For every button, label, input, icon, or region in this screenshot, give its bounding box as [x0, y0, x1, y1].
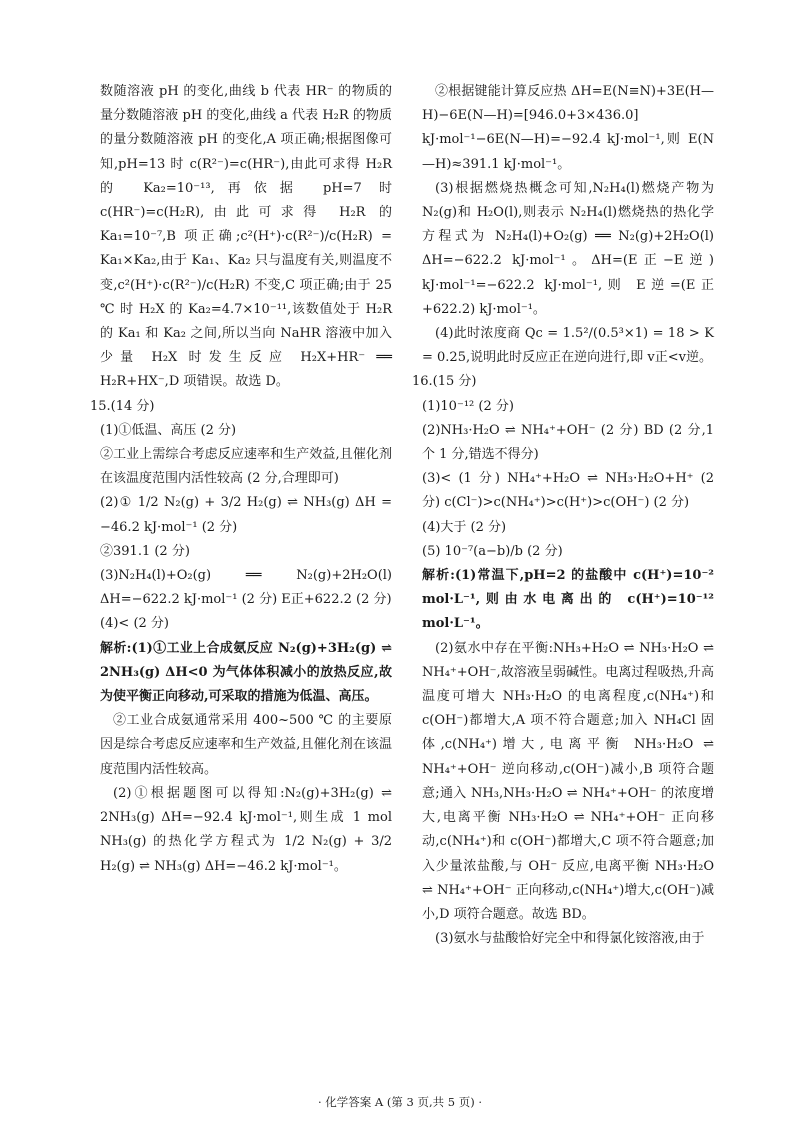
para-right-5: (2)NH₃·H₂O ⇌ NH₄⁺+OH⁻ (2 分) BD (2 分,1 个 1 分,错选不得分) [422, 422, 714, 463]
para-left-4: (2)① 1/2 N₂(g) + 3/2 H₂(g) ⇌ NH₃(g) ΔH = −46.2 kJ·mol⁻¹ (2 分) [100, 495, 392, 535]
para-right-4: (1)10⁻¹² (2 分) [422, 398, 514, 414]
para-left-3: ②工业上需综合考虑反应速率和生产效益,且催化剂在该温度范围内活性较高 (2 分,合理即可) [100, 447, 392, 487]
para-right-10: (2)氨水中存在平衡:NH₃+H₂O ⇌ NH₃·H₂O ⇌ NH₄⁺+OH⁻,故溶液呈弱碱性。电离过程吸热,升高温度可增大 NH₃·H₂O 的电离程度,c(NH₄⁺)和 c(OH⁻)都增大,A 项不符合题意;加入 NH₄Cl 固体,c(NH₄⁺)增大,电离平衡 NH₃·H₂O ⇌ NH₄⁺+OH⁻ 逆向移动,c(OH⁻)减小,B 项符合题意;通入 NH₃,NH₃·H₂O ⇌ NH₄⁺+OH⁻ 的浓度增大,电离平衡 NH₃·H₂O ⇌ NH₄⁺+OH⁻ 正向移动,c(NH₄⁺)和 c(OH⁻)都增大,C 项不符合题意;加入少量浓盐酸,与 OH⁻ 反应,电离平衡 NH₃·H₂O ⇌ NH₄⁺+OH⁻ 正向移动,c(NH₄⁺)增大,c(OH⁻)减小,D 项符合题意。故选 BD。 [422, 640, 714, 922]
right-column [412, 80, 714, 951]
para-left-0: 数随溶液 pH 的变化,曲线 b 代表 HR⁻ 的物质的量分数随溶液 pH 的变化,曲线 a 代表 H₂R 的物质的量分数随溶液 pH 的变化,A 项正确;根据图像可知,pH=13 时 c(R²⁻)=c(HR⁻),由此可求得 H₂R 的 Ka₂=10⁻¹³,再依据 pH=7 时 c(HR⁻)=c(H₂R),由此可求得 H₂R 的 Ka₁=10⁻⁷,B 项正确;c²(H⁺)·c(R²⁻)/c(H₂R) = Ka₁×Ka₂,由于 Ka₁、Ka₂ 只与温度有关,则温度不变,c²(H⁺)·c(R²⁻)/c(H₂R) 不变,C 项正确;由于 25 ℃ 时 H₂X 的 Ka₂=4.7×10⁻¹¹,该数值处于 H₂R 的 Ka₁ 和 Ka₂ 之间,所以当向 NaHR 溶液中加入少量 H₂X 时发生反应 H₂X+HR⁻ ══ H₂R+HX⁻,D 项错误。故选 D。 [100, 84, 392, 390]
analysis-15: 解析:(1)①工业上合成氨反应 N₂(g)+3H₂(g) ⇌ 2NH₃(g) ΔH<0 为气体体积减小的放热反应,故为使平衡正向移动,可采取的措施为低温、高压。 [100, 640, 392, 705]
para-right-2: (4)此时浓度商 Qc = 1.5²/(0.5³×1) = 18 > K = 0.25,说明此时反应正在逆向进行,即 v正<v逆。 [422, 326, 714, 366]
para-left-6: (3)N₂H₄(l)+O₂(g) ══ N₂(g)+2H₂O(l) ΔH=−622.2 kJ·mol⁻¹ (2 分) E正+622.2 (2 分) [100, 568, 392, 608]
para-right-0: ②根据键能计算反应热 ΔH=E(N≡N)+3E(H—H)−6E(N—H)=[946.0+3×436.0] kJ·mol⁻¹−6E(N—H)=−92.4 kJ·mol⁻¹,则 E(N—H)≈391.1 kJ·mol⁻¹。 [422, 84, 714, 172]
para-left-10: (2)①根据题图可以得知:N₂(g)+3H₂(g) ⇌ 2NH₃(g) ΔH=−92.4 kJ·mol⁻¹,则生成 1 mol NH₃(g) 的热化学方程式为 1/2 N₂(g) + 3/2 H₂(g) ⇌ NH₃(g) ΔH=−46.2 kJ·mol⁻¹。 [100, 785, 392, 874]
para-right-11: (3)氨水与盐酸恰好完全中和得氯化铵溶液,由于 [435, 931, 705, 947]
para-right-8: (5) 10⁻⁷(a−b)/b (2 分) [422, 543, 563, 559]
question-15-header: 15.(14 分) [90, 398, 155, 414]
para-right-7: (4)大于 (2 分) [422, 519, 507, 535]
para-left-9: ②工业合成氨通常采用 400~500 ℃ 的主要原因是综合考虑反应速率和生产效益,且催化剂在该温度范围内活性较高。 [100, 713, 392, 777]
left-column [90, 80, 392, 879]
para-left-2: (1)①低温、高压 (2 分) [100, 422, 237, 438]
para-left-7: (4)< (2 分) [100, 616, 169, 632]
analysis-16: 解析:(1)常温下,pH=2 的盐酸中 c(H⁺)=10⁻² mol·L⁻¹,则由水电离出的 c(H⁺)=10⁻¹² mol·L⁻¹。 [422, 568, 714, 632]
question-16-header: 16.(15 分) [412, 374, 477, 390]
para-right-1: (3)根据燃烧热概念可知,N₂H₄(l)燃烧产物为 N₂(g)和 H₂O(l),则表示 N₂H₄(l)燃烧热的热化学方程式为 N₂H₄(l)+O₂(g) ══ N₂(g)+2H₂O(l) ΔH=−622.2 kJ·mol⁻¹。ΔH=(E正−E逆) kJ·mol⁻¹=−622.2 kJ·mol⁻¹,则 E逆=(E正+622.2) kJ·mol⁻¹。 [422, 180, 714, 317]
para-right-6: (3)< (1 分) NH₄⁺+H₂O ⇌ NH₃·H₂O+H⁺ (2 分) c(Cl⁻)>c(NH₄⁺)>c(H⁺)>c(OH⁻) (2 分) [422, 471, 714, 511]
para-left-5: ②391.1 (2 分) [100, 543, 190, 559]
page-footer: · 化学答案 A (第 3 页,共 5 页) · [317, 1095, 483, 1109]
